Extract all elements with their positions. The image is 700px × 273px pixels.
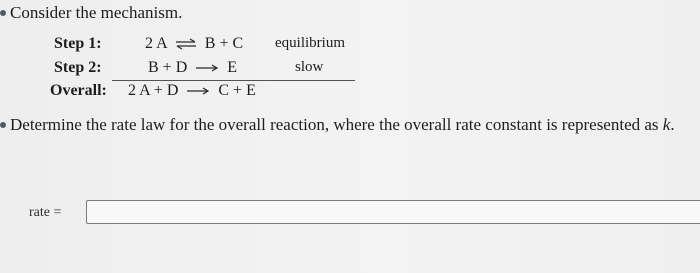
rate-label: rate = <box>29 205 62 220</box>
mechanism-divider <box>112 80 355 81</box>
rate-law-input[interactable] <box>86 200 700 224</box>
overall-products: C + E <box>218 82 256 99</box>
rate-constant-symbol: k <box>662 115 671 134</box>
answer-row <box>0 200 700 230</box>
right-arrow-icon <box>195 63 219 73</box>
step-1-condition: equilibrium <box>275 35 345 51</box>
bullet-icon <box>0 122 6 128</box>
right-arrow-icon <box>186 86 210 96</box>
step-1-equation <box>145 35 243 53</box>
question-suffix: . <box>670 115 675 134</box>
step-1-reactants: 2 A <box>145 35 167 52</box>
question-body: Determine the rate law for the overall reaction, where the overall rate constant is represented as <box>10 115 663 134</box>
overall-equation <box>128 82 256 100</box>
prompt-text: Consider the mechanism. <box>10 3 183 22</box>
step-2-equation <box>148 59 237 77</box>
overall-reactants: 2 A + D <box>128 82 179 99</box>
step-2-products: E <box>227 59 238 76</box>
step-2-label: Step 2: <box>54 59 102 76</box>
step-1-label: Step 1: <box>54 35 102 52</box>
equilibrium-arrow-icon <box>175 38 197 50</box>
step-2-condition: slow <box>295 59 324 75</box>
overall-label: Overall: <box>50 82 107 99</box>
step-1-products: B + C <box>204 35 244 52</box>
step-2-reactants: B + D <box>148 59 188 76</box>
question-text <box>10 115 675 135</box>
bullet-icon <box>0 10 6 16</box>
mechanism-block <box>50 35 360 105</box>
